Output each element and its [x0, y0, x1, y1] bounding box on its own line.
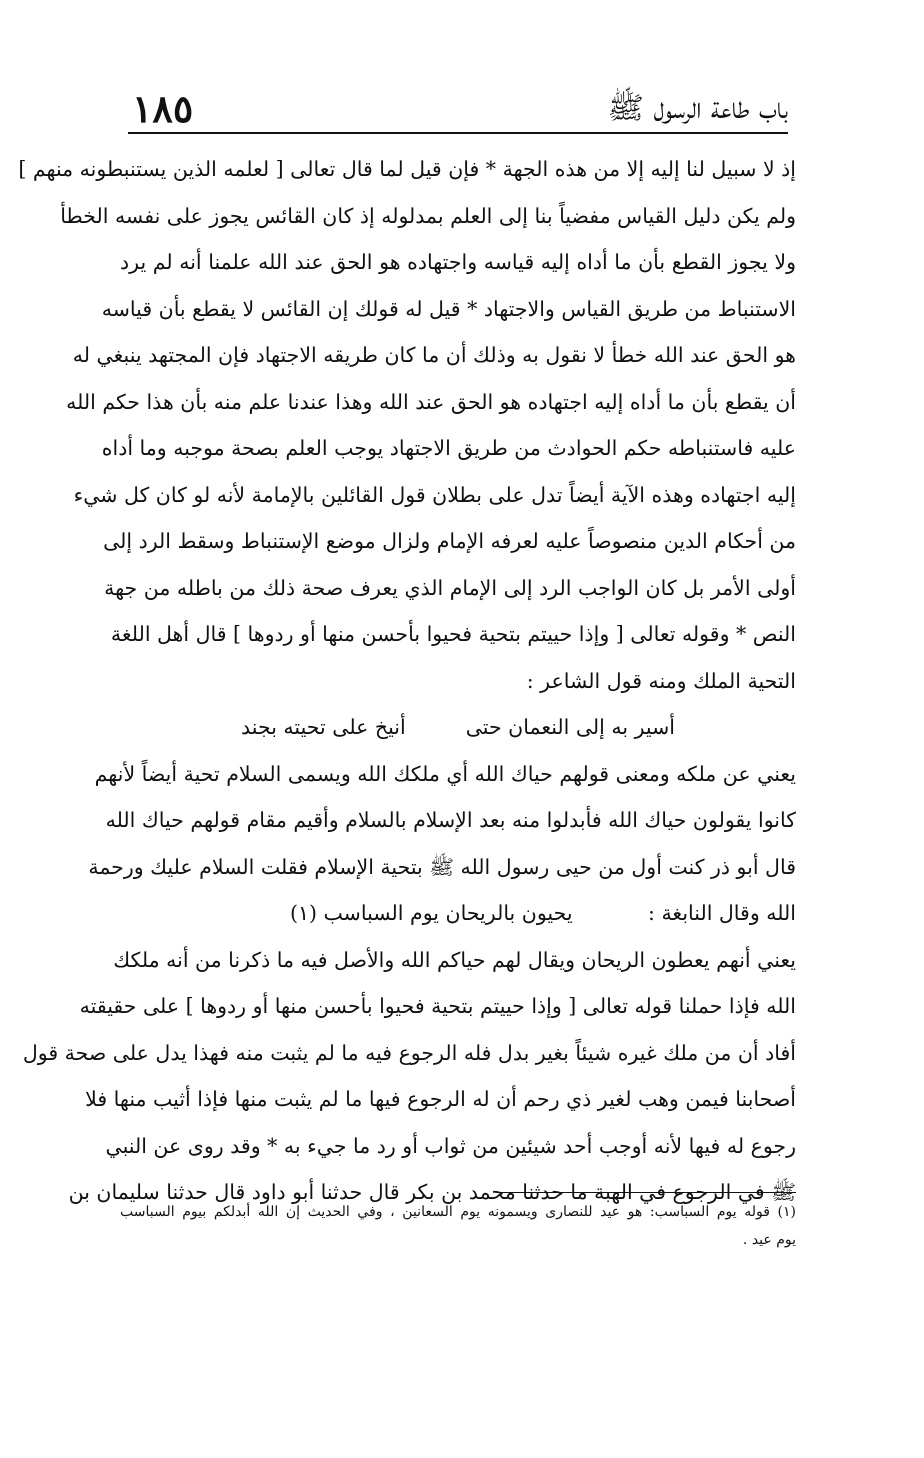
text-line: ولا يجوز القطع بأن ما أداه إليه قياسه واجتهاده هو الحق عند الله علمنا أنه لم يرد: [120, 250, 796, 274]
footnote-rule: [496, 1192, 796, 1193]
text-line: رجوع له فيها لأنه أوجب أحد شيئين من ثواب أو رد ما جيء به * وقد روى عن النبي: [105, 1133, 796, 1158]
text-line: إليه اجتهاده وهذه الآية أيضاً تدل على بطلان قول القائلين بالإمامة لأنه لو كان كل شيء: [73, 482, 796, 507]
text-line: النص * وقوله تعالى [ وإذا حييتم بتحية فحيوا بأحسن منها أو ردوها ] قال أهل اللغة: [110, 622, 796, 646]
text-line: هو الحق عند الله خطأ لا نقول به وذلك أن ما كان طريقه الاجتهاد فإن المجتهد ينبغي له: [72, 343, 796, 367]
text-line: عليه فاستنباطه حكم الحوادث من طريق الاجتهاد يوجب العلم بصحة موجبه وما أداه: [101, 436, 796, 460]
text-line: أن يقطع بأن ما أداه إليه اجتهاده هو الحق عند الله وهذا عندنا علم منه بأن هذا حكم الله: [66, 389, 796, 414]
main-text: [18, 146, 796, 1216]
text-line: من أحكام الدين منصوصاً عليه لعرفه الإمام ولزال موضع الإستنباط وسقط الرد إلى: [103, 529, 796, 553]
page-number: ١٨٥: [132, 86, 194, 131]
footnote-line: (١) قوله يوم السباسب: هو عيد للنصارى ويسمونه يوم السعانين ، وفي الحديث إن الله أبدلكم بيوم السباسب: [120, 1204, 796, 1220]
running-head: باب طاعة الرسول ﷺ: [607, 91, 788, 126]
text-line: ولم يكن دليل القياس مفضياً بنا إلى العلم بمدلوله إذ كان القائس يجوز على نفسه الخطأ: [60, 203, 796, 228]
text-line: يعني عن ملكه ومعنى قولهم حياك الله أي ملكك الله ويسمى السلام تحية أيضاً لأنهم: [94, 761, 796, 786]
nabigha-intro: الله وقال النابغة :: [648, 901, 796, 925]
text-line: أولى الأمر بل كان الواجب الرد إلى الإمام الذي يعرف صحة ذلك من باطله من جهة: [104, 575, 796, 600]
poetry-verse: [120, 704, 796, 751]
page-header: [128, 86, 788, 132]
text-line: يعني أنهم يعطون الريحان ويقال لهم حياكم الله والأصل فيه ما ذكرنا من أنه ملكك: [113, 947, 796, 972]
text-line: أفاد أن من ملك غيره شيئاً بغير بدل فله الرجوع فيه ما لم يثبت منه فهذا يدل على صحة قول: [22, 1040, 796, 1065]
text-line: الله فإذا حملنا قوله تعالى [ وإذا حييتم بتحية فحيوا بأحسن منها أو ردوها ] على حقيقته: [79, 994, 796, 1018]
verse-second-hemistich: أنيخ على تحيته بجند: [241, 715, 406, 739]
text-line: أصحابنا فيمن وهب لغير ذي رحم أن له الرجوع فيها ما لم يثبت منها فإذا أثيب منها فلا: [85, 1087, 796, 1111]
footnote-line: يوم عيد .: [742, 1232, 796, 1248]
text-line: التحية الملك ومنه قول الشاعر :: [526, 668, 796, 693]
nabigha-line: [120, 890, 796, 937]
footnote: [120, 1198, 796, 1254]
text-line: قال أبو ذر كنت أول من حيى رسول الله ﷺ بتحية الإسلام فقلت السلام عليك ورحمة: [88, 854, 796, 879]
text-line: ﷺ في الرجوع في الهبة ما حدثنا محمد بن بكر قال حدثنا أبو داود قال حدثنا سليمان بن: [68, 1180, 796, 1204]
nabigha-verse: يحيون بالريحان يوم السباسب (١): [290, 901, 573, 925]
header-rule: [128, 132, 788, 134]
verse-first-hemistich: أسير به إلى النعمان حتى: [465, 715, 675, 739]
text-line: الاستنباط من طريق القياس والاجتهاد * قيل له قولك إن القائس لا يقطع بأن قياسه: [101, 296, 796, 321]
text-line: إذ لا سبيل لنا إليه إلا من هذه الجهة * فإن قيل لما قال تعالى [ لعلمه الذين يستنبطونه منهم ]: [18, 157, 796, 181]
text-line: كانوا يقولون حياك الله فأبدلوا منه بعد الإسلام بالسلام وأقيم مقام قولهم حياك الله: [105, 808, 796, 832]
